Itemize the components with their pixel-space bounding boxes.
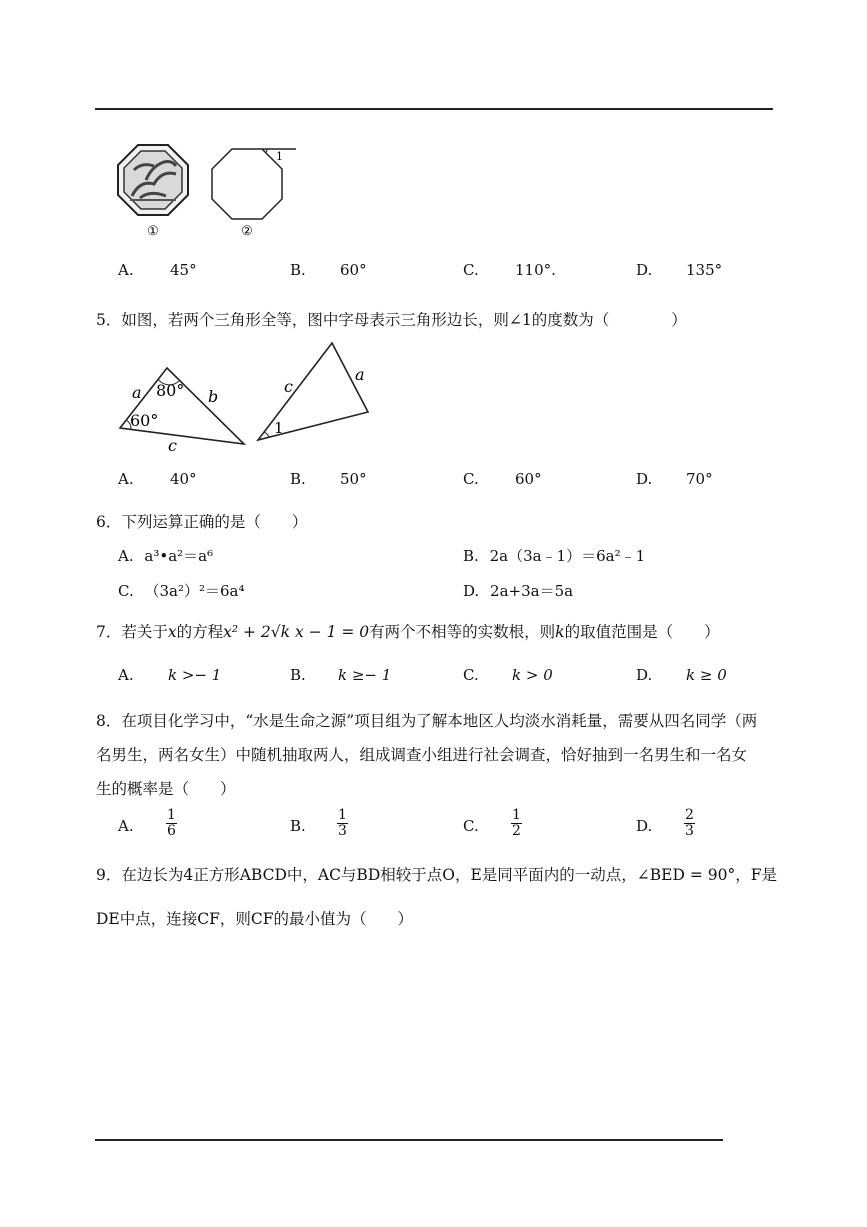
- q7-option-b-value: k ≥− 1: [338, 666, 392, 684]
- q8-option-a-fraction: [166, 808, 177, 839]
- q6-option-d: [463, 580, 573, 601]
- q8-option-d-letter: D.: [636, 817, 653, 835]
- q5-option-a-letter: A.: [118, 470, 134, 488]
- q8-option-b-num: 1: [338, 807, 347, 823]
- q4-option-b-letter: B.: [290, 261, 306, 279]
- q7-option-c-letter: C.: [463, 666, 479, 684]
- q8-option-c-letter: C.: [463, 817, 479, 835]
- q4-option-a-value: 45°: [170, 261, 197, 279]
- q4-option-d-value: 135°: [686, 261, 723, 279]
- q7-stem-prefix: 7．若关于: [96, 623, 168, 641]
- q8-stem-line3: 生的概率是（ ）: [96, 780, 236, 798]
- q5-option-c-letter: C.: [463, 470, 479, 488]
- q6-option-d-letter: D.: [463, 582, 480, 600]
- q8-option-a-letter: A.: [118, 817, 134, 835]
- q8-stem-line2: 名男生，两名女生）中随机抽取两人，组成调查小组进行社会调查，恰好抽到一名男生和一名女: [96, 746, 748, 764]
- angle-1-mark: 1: [276, 150, 283, 163]
- figure-label-2: ②: [241, 224, 253, 239]
- q6-option-a-value: a³•a²＝a⁶: [144, 547, 214, 565]
- q6-option-b-letter: B.: [463, 547, 479, 565]
- q7-option-d-letter: D.: [636, 666, 653, 684]
- q7-equation: x² + 2√k x − 1 = 0: [223, 623, 370, 641]
- q4-option-c-value: 110°.: [515, 261, 556, 279]
- q6-option-b-value: 2a（3a﹣1）＝6a²﹣1: [489, 547, 646, 565]
- q7-option-a-value: k >− 1: [168, 666, 222, 684]
- q6-option-a-letter: A.: [118, 547, 134, 565]
- q8-option-b-den: 3: [338, 823, 347, 839]
- q5-option-b-letter: B.: [290, 470, 306, 488]
- q4-option-b-value: 60°: [340, 261, 367, 279]
- q8-option-b-fraction: [337, 808, 348, 839]
- q6-option-c-letter: C.: [118, 582, 134, 600]
- q5-options: [118, 470, 758, 490]
- tri1-side-b: b: [208, 387, 219, 406]
- q6-stem: 6．下列运算正确的是（ ）: [96, 513, 308, 531]
- q5-option-d-value: 70°: [686, 470, 713, 488]
- q6-option-c-value: （3a²）²＝6a⁴: [144, 582, 245, 600]
- q7-options: [118, 666, 758, 686]
- q4-option-a-letter: A.: [118, 261, 134, 279]
- q7-option-c-value: k > 0: [512, 666, 553, 684]
- q8-option-a-den: 6: [167, 823, 176, 839]
- q5-stem: 5．如图，若两个三角形全等，图中字母表示三角形边长，则∠1的度数为（ ）: [96, 311, 687, 329]
- tri2-side-a: a: [355, 365, 365, 384]
- q8-option-c-num: 1: [512, 807, 521, 823]
- octagon-figures: [110, 140, 310, 245]
- octagon-outline-figure: [212, 149, 296, 219]
- tri2-angle-1: 1: [274, 419, 284, 437]
- q9-stem-line2: DE中点，连接CF，则CF的最小值为（ ）: [96, 910, 413, 928]
- footer-rule: [95, 1139, 723, 1141]
- q8-option-c-den: 2: [512, 823, 521, 839]
- q6-option-d-value: 2a+3a＝5a: [490, 582, 574, 600]
- q8-option-c-fraction: [511, 808, 522, 839]
- q5-option-b-value: 50°: [340, 470, 367, 488]
- q7-stem-mid2: 有两个不相等的实数根，则: [369, 623, 556, 641]
- q7-var-x: x: [167, 623, 177, 641]
- q8-option-b-letter: B.: [290, 817, 306, 835]
- q5-triangles-figure: [112, 340, 382, 455]
- tri1-side-c: c: [168, 436, 177, 455]
- q4-options: [118, 261, 758, 281]
- q7-option-d-value: k ≥ 0: [686, 666, 727, 684]
- q4-option-d-letter: D.: [636, 261, 653, 279]
- q6-option-c: [118, 580, 245, 601]
- q8-stem-line1: 8．在项目化学习中，“水是生命之源”项目组为了解本地区人均淡水消耗量，需要从四名同学（两: [96, 712, 758, 730]
- q7-stem-mid1: 的方程: [176, 623, 224, 641]
- q5-option-d-letter: D.: [636, 470, 653, 488]
- q4-option-c-letter: C.: [463, 261, 479, 279]
- q6-option-b: [463, 545, 645, 566]
- q9-stem-line1: 9．在边长为4正方形ABCD中，AC与BD相较于点O，E是同平面内的一动点，∠BED = 90°，F是: [96, 866, 777, 884]
- figure-label-1: ①: [147, 224, 159, 239]
- tri1-angle-left: 60°: [130, 411, 159, 430]
- header-rule: [95, 108, 773, 110]
- octagon-window-figure: [118, 145, 188, 215]
- q7-var-k: k: [555, 623, 565, 641]
- tri2-side-c: c: [284, 377, 293, 396]
- q6-option-a: [118, 545, 213, 566]
- q7-option-b-letter: B.: [290, 666, 306, 684]
- q7-stem-suffix: 的取值范围是（ ）: [564, 623, 720, 641]
- q8-option-d-num: 2: [685, 807, 694, 823]
- q5-option-a-value: 40°: [170, 470, 197, 488]
- tri1-side-a: a: [132, 383, 142, 402]
- q8-option-a-num: 1: [167, 807, 176, 823]
- q7-stem: [96, 620, 720, 642]
- tri1-angle-top: 80°: [156, 381, 185, 400]
- q8-options: [118, 808, 758, 844]
- q8-option-d-fraction: [684, 808, 695, 839]
- q7-option-a-letter: A.: [118, 666, 134, 684]
- q5-option-c-value: 60°: [515, 470, 542, 488]
- q8-option-d-den: 3: [685, 823, 694, 839]
